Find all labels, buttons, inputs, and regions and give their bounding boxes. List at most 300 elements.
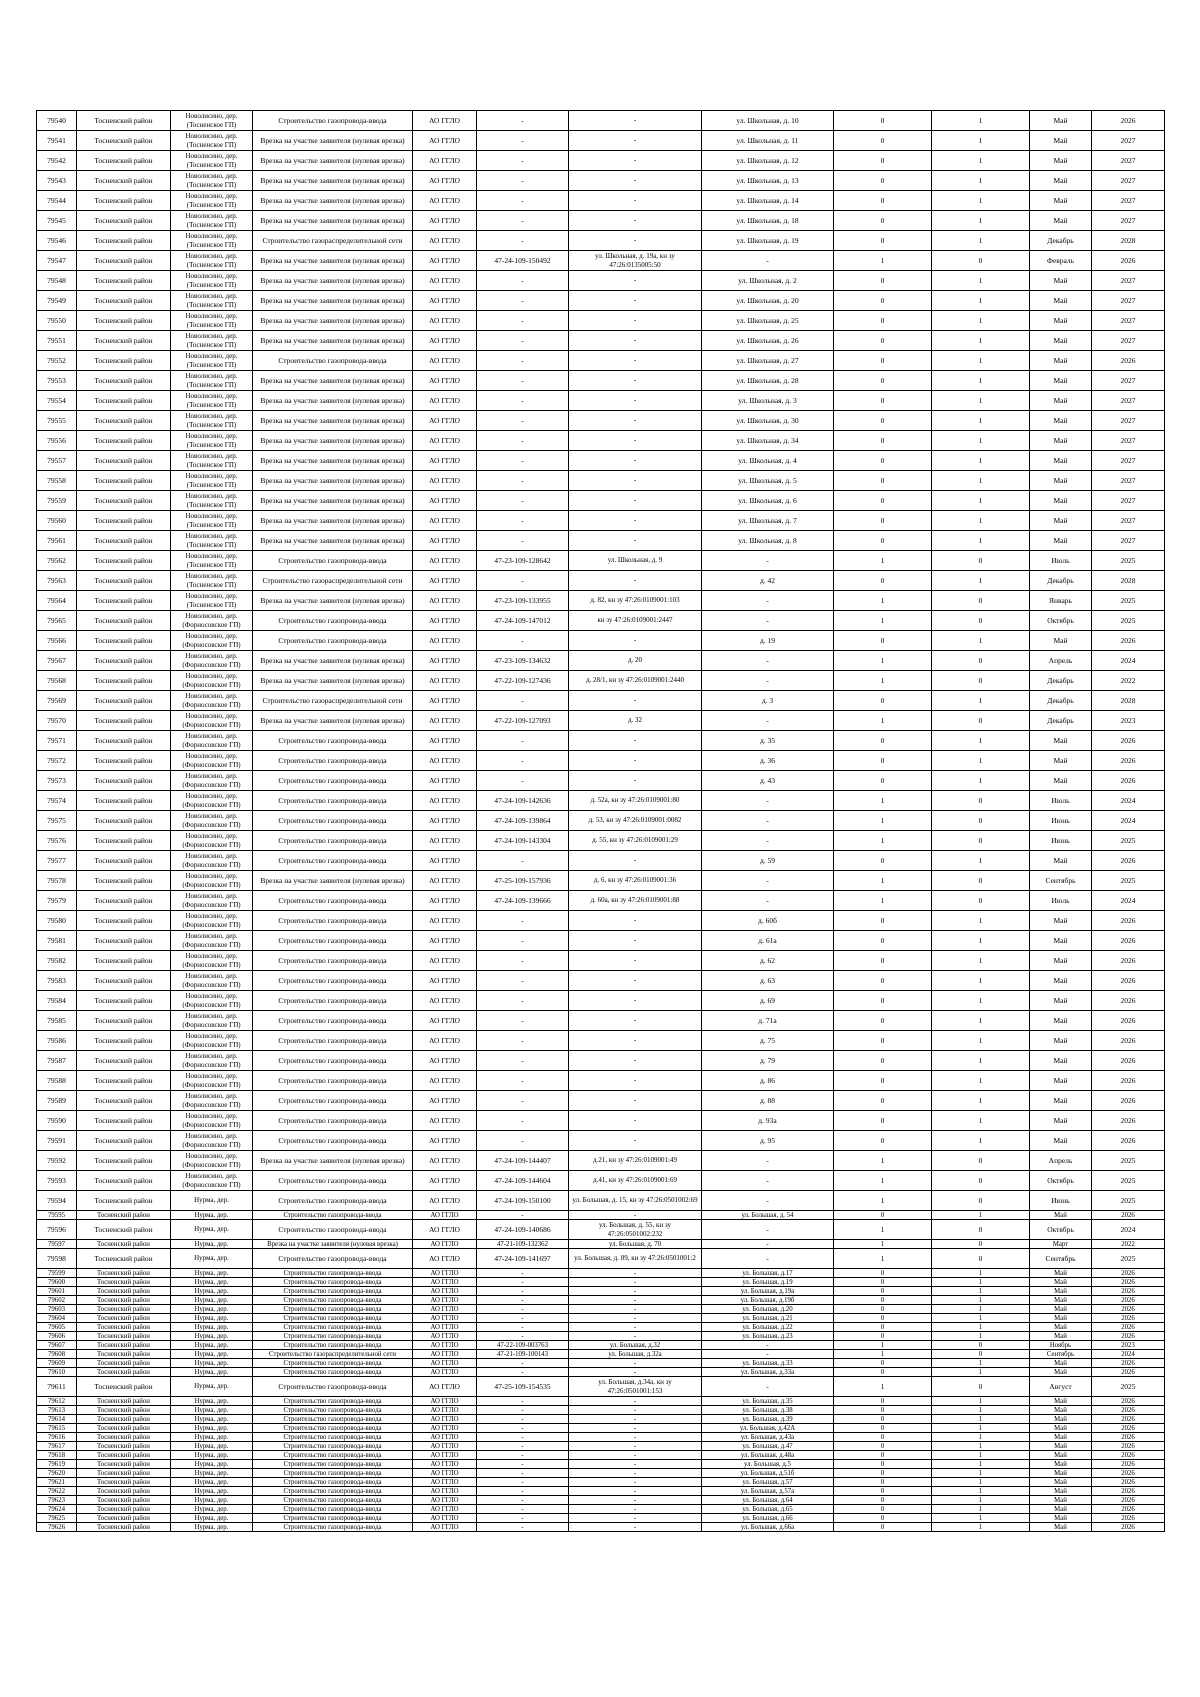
count-b-cell: 0 xyxy=(932,831,1030,851)
organization-cell: АО ГГЛО xyxy=(413,151,477,171)
work-type-cell: Строительство газопровода-ввода xyxy=(253,1287,413,1296)
year-cell: 2026 xyxy=(1092,1406,1165,1415)
work-type-cell: Строительство газопровода-ввода xyxy=(253,891,413,911)
row-number-cell: 79593 xyxy=(37,1171,77,1191)
month-cell: Декабрь xyxy=(1030,231,1092,251)
row-number-cell: 79614 xyxy=(37,1415,77,1424)
cadastral-address-cell: - xyxy=(569,1514,702,1523)
month-cell: Май xyxy=(1030,1496,1092,1505)
address-cell: - xyxy=(702,1240,834,1249)
work-type-cell: Строительство газопровода-ввода xyxy=(253,351,413,371)
month-cell: Май xyxy=(1030,991,1092,1011)
application-number-cell: - xyxy=(477,631,569,651)
application-number-cell: - xyxy=(477,1460,569,1469)
table-row xyxy=(37,1071,1165,1091)
address-cell: ул. Школьная, д. 2 xyxy=(702,271,834,291)
row-number-cell: 79615 xyxy=(37,1424,77,1433)
cadastral-address-cell: - xyxy=(569,111,702,131)
cadastral-address-cell: - xyxy=(569,331,702,351)
district-cell: Тосненский район xyxy=(77,951,171,971)
row-number-cell: 79575 xyxy=(37,811,77,831)
count-b-cell: 1 xyxy=(932,1269,1030,1278)
district-cell: Тосненский район xyxy=(77,471,171,491)
year-cell: 2027 xyxy=(1092,371,1165,391)
table-row xyxy=(37,371,1165,391)
settlement-cell: Нурма, дер. xyxy=(171,1220,253,1240)
year-cell: 2023 xyxy=(1092,1341,1165,1350)
district-cell: Тосненский район xyxy=(77,1359,171,1368)
district-cell: Тосненский район xyxy=(77,1415,171,1424)
district-cell: Тосненский район xyxy=(77,1131,171,1151)
cadastral-address-cell: д. 60а, кн зу 47:26:0109001:88 xyxy=(569,891,702,911)
address-cell: ул. Школьная, д. 4 xyxy=(702,451,834,471)
month-cell: Май xyxy=(1030,411,1092,431)
year-cell: 2026 xyxy=(1092,111,1165,131)
row-number-cell: 79594 xyxy=(37,1191,77,1211)
application-number-cell: - xyxy=(477,771,569,791)
month-cell: Май xyxy=(1030,1305,1092,1314)
organization-cell: АО ГГЛО xyxy=(413,1332,477,1341)
organization-cell: АО ГГЛО xyxy=(413,1314,477,1323)
settlement-cell: Новолисино, дер. (Тосненское ГП) xyxy=(171,591,253,611)
organization-cell: АО ГГЛО xyxy=(413,591,477,611)
settlement-cell: Новолисино, дер. (Тосненское ГП) xyxy=(171,451,253,471)
count-b-cell: 0 xyxy=(932,551,1030,571)
work-type-cell: Строительство газопровода-ввода xyxy=(253,911,413,931)
month-cell: Май xyxy=(1030,1478,1092,1487)
organization-cell: АО ГГЛО xyxy=(413,1111,477,1131)
count-b-cell: 0 xyxy=(932,811,1030,831)
work-type-cell: Строительство газопровода-ввода xyxy=(253,1269,413,1278)
count-b-cell: 1 xyxy=(932,1131,1030,1151)
settlement-cell: Нурма, дер. xyxy=(171,1442,253,1451)
application-number-cell: - xyxy=(477,271,569,291)
table-row xyxy=(37,1211,1165,1220)
work-type-cell: Строительство газопровода-ввода xyxy=(253,631,413,651)
cadastral-address-cell: - xyxy=(569,1478,702,1487)
count-b-cell: 1 xyxy=(932,471,1030,491)
row-number-cell: 79604 xyxy=(37,1314,77,1323)
organization-cell: АО ГГЛО xyxy=(413,1240,477,1249)
table-row xyxy=(37,1415,1165,1424)
year-cell: 2026 xyxy=(1092,1451,1165,1460)
count-a-cell: 0 xyxy=(834,1514,932,1523)
application-number-cell: 47-24-109-139864 xyxy=(477,811,569,831)
district-cell: Тосненский район xyxy=(77,771,171,791)
application-number-cell: - xyxy=(477,1442,569,1451)
table-row xyxy=(37,1131,1165,1151)
row-number-cell: 79543 xyxy=(37,171,77,191)
count-b-cell: 0 xyxy=(932,711,1030,731)
application-number-cell: - xyxy=(477,1011,569,1031)
table-row xyxy=(37,591,1165,611)
organization-cell: АО ГГЛО xyxy=(413,951,477,971)
district-cell: Тосненский район xyxy=(77,1332,171,1341)
application-number-cell: 47-21-109-132362 xyxy=(477,1240,569,1249)
row-number-cell: 79612 xyxy=(37,1397,77,1406)
count-a-cell: 0 xyxy=(834,311,932,331)
cadastral-address-cell: - xyxy=(569,1415,702,1424)
count-a-cell: 1 xyxy=(834,551,932,571)
count-a-cell: 1 xyxy=(834,671,932,691)
month-cell: Июнь xyxy=(1030,811,1092,831)
organization-cell: АО ГГЛО xyxy=(413,1460,477,1469)
cadastral-address-cell: - xyxy=(569,371,702,391)
month-cell: Май xyxy=(1030,1296,1092,1305)
count-b-cell: 1 xyxy=(932,1091,1030,1111)
count-b-cell: 1 xyxy=(932,131,1030,151)
year-cell: 2025 xyxy=(1092,831,1165,851)
district-cell: Тосненский район xyxy=(77,431,171,451)
month-cell: Май xyxy=(1030,1433,1092,1442)
month-cell: Май xyxy=(1030,1011,1092,1031)
year-cell: 2026 xyxy=(1092,251,1165,271)
district-cell: Тосненский район xyxy=(77,1377,171,1397)
address-cell: ул. Большая, д.48а xyxy=(702,1451,834,1460)
application-number-cell: 47-24-109-147012 xyxy=(477,611,569,631)
cadastral-address-cell: - xyxy=(569,1323,702,1332)
count-b-cell: 1 xyxy=(932,1514,1030,1523)
month-cell: Май xyxy=(1030,111,1092,131)
month-cell: Июль xyxy=(1030,891,1092,911)
year-cell: 2024 xyxy=(1092,891,1165,911)
month-cell: Май xyxy=(1030,731,1092,751)
row-number-cell: 79540 xyxy=(37,111,77,131)
table-row xyxy=(37,1278,1165,1287)
district-cell: Тосненский район xyxy=(77,591,171,611)
cadastral-address-cell: ул. Школьная, д. 9 xyxy=(569,551,702,571)
count-a-cell: 1 xyxy=(834,611,932,631)
work-type-cell: Строительство газопровода-ввода xyxy=(253,1296,413,1305)
year-cell: 2026 xyxy=(1092,911,1165,931)
district-cell: Тосненский район xyxy=(77,451,171,471)
count-a-cell: 1 xyxy=(834,1341,932,1350)
work-type-cell: Строительство газопровода-ввода xyxy=(253,1071,413,1091)
count-b-cell: 1 xyxy=(932,1287,1030,1296)
address-cell: д. 42 xyxy=(702,571,834,591)
settlement-cell: Нурма, дер. xyxy=(171,1269,253,1278)
application-number-cell: - xyxy=(477,1397,569,1406)
month-cell: Октябрь xyxy=(1030,611,1092,631)
cadastral-address-cell: - xyxy=(569,391,702,411)
cadastral-address-cell: - xyxy=(569,751,702,771)
month-cell: Май xyxy=(1030,931,1092,951)
cadastral-address-cell: - xyxy=(569,1011,702,1031)
year-cell: 2027 xyxy=(1092,211,1165,231)
cadastral-address-cell: д. 6, кн зу 47:26:0109001:36 xyxy=(569,871,702,891)
count-b-cell: 1 xyxy=(932,1051,1030,1071)
year-cell: 2026 xyxy=(1092,1287,1165,1296)
count-b-cell: 0 xyxy=(932,1240,1030,1249)
application-number-cell: - xyxy=(477,951,569,971)
year-cell: 2027 xyxy=(1092,291,1165,311)
organization-cell: АО ГГЛО xyxy=(413,471,477,491)
table-row xyxy=(37,1442,1165,1451)
cadastral-address-cell: - xyxy=(569,311,702,331)
count-a-cell: 0 xyxy=(834,1287,932,1296)
organization-cell: АО ГГЛО xyxy=(413,1496,477,1505)
settlement-cell: Новолисино, дер. (Форносовское ГП) xyxy=(171,931,253,951)
district-cell: Тосненский район xyxy=(77,1460,171,1469)
district-cell: Тосненский район xyxy=(77,251,171,271)
application-number-cell: 47-24-109-139666 xyxy=(477,891,569,911)
count-b-cell: 0 xyxy=(932,671,1030,691)
organization-cell: АО ГГЛО xyxy=(413,811,477,831)
year-cell: 2026 xyxy=(1092,1278,1165,1287)
work-type-cell: Строительство газопровода-ввода xyxy=(253,991,413,1011)
month-cell: Май xyxy=(1030,851,1092,871)
count-a-cell: 1 xyxy=(834,1151,932,1171)
table-row xyxy=(37,1377,1165,1397)
address-cell: ул. Школьная, д. 7 xyxy=(702,511,834,531)
year-cell: 2025 xyxy=(1092,611,1165,631)
month-cell: Май xyxy=(1030,1406,1092,1415)
address-cell: д. 60б xyxy=(702,911,834,931)
row-number-cell: 79545 xyxy=(37,211,77,231)
address-cell: д. 93а xyxy=(702,1111,834,1131)
year-cell: 2026 xyxy=(1092,1051,1165,1071)
organization-cell: АО ГГЛО xyxy=(413,1287,477,1296)
settlement-cell: Нурма, дер. xyxy=(171,1341,253,1350)
address-cell: - xyxy=(702,1171,834,1191)
table-row xyxy=(37,951,1165,971)
count-b-cell: 1 xyxy=(932,1071,1030,1091)
district-cell: Тосненский район xyxy=(77,1341,171,1350)
organization-cell: АО ГГЛО xyxy=(413,1341,477,1350)
settlement-cell: Нурма, дер. xyxy=(171,1249,253,1269)
address-cell: ул. Большая, д.33 xyxy=(702,1359,834,1368)
address-cell: - xyxy=(702,1151,834,1171)
year-cell: 2026 xyxy=(1092,1111,1165,1131)
table-row xyxy=(37,611,1165,631)
cadastral-address-cell: - xyxy=(569,931,702,951)
cadastral-address-cell: - xyxy=(569,231,702,251)
organization-cell: АО ГГЛО xyxy=(413,851,477,871)
application-number-cell: - xyxy=(477,311,569,331)
count-a-cell: 0 xyxy=(834,751,932,771)
table-row xyxy=(37,1269,1165,1278)
organization-cell: АО ГГЛО xyxy=(413,771,477,791)
settlement-cell: Новолисино, дер. (Форносовское ГП) xyxy=(171,891,253,911)
district-cell: Тосненский район xyxy=(77,1368,171,1377)
district-cell: Тосненский район xyxy=(77,651,171,671)
table-row xyxy=(37,251,1165,271)
work-type-cell: Строительство газораспределительной сети xyxy=(253,231,413,251)
table-row xyxy=(37,111,1165,131)
count-a-cell: 1 xyxy=(834,811,932,831)
district-cell: Тосненский район xyxy=(77,671,171,691)
organization-cell: АО ГГЛО xyxy=(413,131,477,151)
work-type-cell: Врезка на участке заявителя (нулевая врезка) xyxy=(253,871,413,891)
address-cell: д. 59 xyxy=(702,851,834,871)
application-number-cell: - xyxy=(477,751,569,771)
table-row xyxy=(37,1051,1165,1071)
application-number-cell: - xyxy=(477,1514,569,1523)
district-cell: Тосненский район xyxy=(77,1478,171,1487)
work-type-cell: Строительство газопровода-ввода xyxy=(253,751,413,771)
count-a-cell: 1 xyxy=(834,1249,932,1269)
table-row xyxy=(37,1469,1165,1478)
year-cell: 2027 xyxy=(1092,151,1165,171)
address-cell: ул. Большая, д.20 xyxy=(702,1305,834,1314)
district-cell: Тосненский район xyxy=(77,491,171,511)
count-b-cell: 1 xyxy=(932,451,1030,471)
address-cell: ул. Школьная, д. 26 xyxy=(702,331,834,351)
row-number-cell: 79541 xyxy=(37,131,77,151)
address-cell: ул. Большая, д.23 xyxy=(702,1332,834,1341)
address-cell: д. 86 xyxy=(702,1071,834,1091)
table-row xyxy=(37,811,1165,831)
work-type-cell: Строительство газопровода-ввода xyxy=(253,1111,413,1131)
month-cell: Май xyxy=(1030,1487,1092,1496)
row-number-cell: 79569 xyxy=(37,691,77,711)
month-cell: Май xyxy=(1030,491,1092,511)
count-b-cell: 0 xyxy=(932,251,1030,271)
table-row xyxy=(37,1523,1165,1532)
settlement-cell: Нурма, дер. xyxy=(171,1368,253,1377)
district-cell: Тосненский район xyxy=(77,1323,171,1332)
table-row xyxy=(37,931,1165,951)
year-cell: 2027 xyxy=(1092,391,1165,411)
count-b-cell: 1 xyxy=(932,951,1030,971)
cadastral-address-cell: - xyxy=(569,271,702,291)
cadastral-address-cell: - xyxy=(569,1305,702,1314)
row-number-cell: 79600 xyxy=(37,1278,77,1287)
work-type-cell: Врезка на участке заявителя (нулевая врезка) xyxy=(253,211,413,231)
year-cell: 2027 xyxy=(1092,431,1165,451)
address-cell: ул. Школьная, д. 18 xyxy=(702,211,834,231)
row-number-cell: 79585 xyxy=(37,1011,77,1031)
organization-cell: АО ГГЛО xyxy=(413,751,477,771)
row-number-cell: 79621 xyxy=(37,1478,77,1487)
address-cell: - xyxy=(702,1377,834,1397)
organization-cell: АО ГГЛО xyxy=(413,611,477,631)
table-row xyxy=(37,1505,1165,1514)
year-cell: 2023 xyxy=(1092,711,1165,731)
settlement-cell: Новолисино, дер. (Форносовское ГП) xyxy=(171,1071,253,1091)
work-type-cell: Строительство газопровода-ввода xyxy=(253,1505,413,1514)
cadastral-address-cell: кн зу 47:26:0109001:2447 xyxy=(569,611,702,631)
settlement-cell: Нурма, дер. xyxy=(171,1514,253,1523)
count-b-cell: 1 xyxy=(932,971,1030,991)
count-b-cell: 1 xyxy=(932,431,1030,451)
application-number-cell: - xyxy=(477,1433,569,1442)
cadastral-address-cell: - xyxy=(569,1442,702,1451)
organization-cell: АО ГГЛО xyxy=(413,111,477,131)
work-type-cell: Врезка на участке заявителя (нулевая врезка) xyxy=(253,371,413,391)
address-cell: д. 3 xyxy=(702,691,834,711)
settlement-cell: Новолисино, дер. (Форносовское ГП) xyxy=(171,651,253,671)
district-cell: Тосненский район xyxy=(77,1314,171,1323)
year-cell: 2025 xyxy=(1092,1377,1165,1397)
work-type-cell: Врезка на участке заявителя (нулевая врезка) xyxy=(253,391,413,411)
settlement-cell: Нурма, дер. xyxy=(171,1397,253,1406)
count-a-cell: 0 xyxy=(834,1424,932,1433)
application-number-cell: - xyxy=(477,111,569,131)
district-cell: Тосненский район xyxy=(77,391,171,411)
table-row xyxy=(37,1323,1165,1332)
count-a-cell: 0 xyxy=(834,1296,932,1305)
month-cell: Апрель xyxy=(1030,651,1092,671)
count-a-cell: 1 xyxy=(834,591,932,611)
settlement-cell: Нурма, дер. xyxy=(171,1359,253,1368)
count-a-cell: 0 xyxy=(834,851,932,871)
month-cell: Май xyxy=(1030,771,1092,791)
settlement-cell: Новолисино, дер. (Форносовское ГП) xyxy=(171,1111,253,1131)
cadastral-address-cell: - xyxy=(569,1460,702,1469)
organization-cell: АО ГГЛО xyxy=(413,491,477,511)
work-type-cell: Врезка на участке заявителя (нулевая врезка) xyxy=(253,1240,413,1249)
count-b-cell: 0 xyxy=(932,891,1030,911)
settlement-cell: Новолисино, дер. (Форносовское ГП) xyxy=(171,791,253,811)
year-cell: 2026 xyxy=(1092,1332,1165,1341)
address-cell: ул. Большая, д.17 xyxy=(702,1269,834,1278)
count-a-cell: 0 xyxy=(834,211,932,231)
district-cell: Тосненский район xyxy=(77,371,171,391)
application-number-cell: 47-24-109-143304 xyxy=(477,831,569,851)
count-b-cell: 1 xyxy=(932,1296,1030,1305)
application-number-cell: - xyxy=(477,431,569,451)
count-a-cell: 0 xyxy=(834,971,932,991)
organization-cell: АО ГГЛО xyxy=(413,531,477,551)
organization-cell: АО ГГЛО xyxy=(413,631,477,651)
work-type-cell: Врезка на участке заявителя (нулевая врезка) xyxy=(253,491,413,511)
count-b-cell: 1 xyxy=(932,751,1030,771)
address-cell: - xyxy=(702,1341,834,1350)
row-number-cell: 79587 xyxy=(37,1051,77,1071)
application-number-cell: - xyxy=(477,151,569,171)
count-b-cell: 1 xyxy=(932,1451,1030,1460)
cadastral-address-cell: - xyxy=(569,1111,702,1131)
month-cell: Декабрь xyxy=(1030,571,1092,591)
row-number-cell: 79559 xyxy=(37,491,77,511)
month-cell: Май xyxy=(1030,131,1092,151)
work-type-cell: Строительство газопровода-ввода xyxy=(253,951,413,971)
count-a-cell: 0 xyxy=(834,371,932,391)
work-type-cell: Строительство газопровода-ввода xyxy=(253,731,413,751)
count-a-cell: 0 xyxy=(834,1031,932,1051)
settlement-cell: Нурма, дер. xyxy=(171,1305,253,1314)
row-number-cell: 79583 xyxy=(37,971,77,991)
district-cell: Тосненский район xyxy=(77,851,171,871)
count-a-cell: 0 xyxy=(834,1305,932,1314)
settlement-cell: Новолисино, дер. (Форносовское ГП) xyxy=(171,971,253,991)
row-number-cell: 79568 xyxy=(37,671,77,691)
cadastral-address-cell: - xyxy=(569,1031,702,1051)
address-cell: ул. Большая, д.38 xyxy=(702,1406,834,1415)
address-cell: - xyxy=(702,791,834,811)
settlement-cell: Новолисино, дер. (Тосненское ГП) xyxy=(171,291,253,311)
address-cell: ул. Школьная, д. 5 xyxy=(702,471,834,491)
application-number-cell: 47-22-109-127436 xyxy=(477,671,569,691)
settlement-cell: Новолисино, дер. (Тосненское ГП) xyxy=(171,391,253,411)
organization-cell: АО ГГЛО xyxy=(413,211,477,231)
settlement-cell: Новолисино, дер. (Тосненское ГП) xyxy=(171,111,253,131)
settlement-cell: Новолисино, дер. (Тосненское ГП) xyxy=(171,131,253,151)
cadastral-address-cell: - xyxy=(569,631,702,651)
count-b-cell: 1 xyxy=(932,391,1030,411)
table-row xyxy=(37,1191,1165,1211)
month-cell: Май xyxy=(1030,1505,1092,1514)
settlement-cell: Нурма, дер. xyxy=(171,1460,253,1469)
table-row xyxy=(37,831,1165,851)
year-cell: 2026 xyxy=(1092,1514,1165,1523)
row-number-cell: 79610 xyxy=(37,1368,77,1377)
organization-cell: АО ГГЛО xyxy=(413,691,477,711)
application-number-cell: - xyxy=(477,231,569,251)
application-number-cell: - xyxy=(477,1451,569,1460)
organization-cell: АО ГГЛО xyxy=(413,1469,477,1478)
